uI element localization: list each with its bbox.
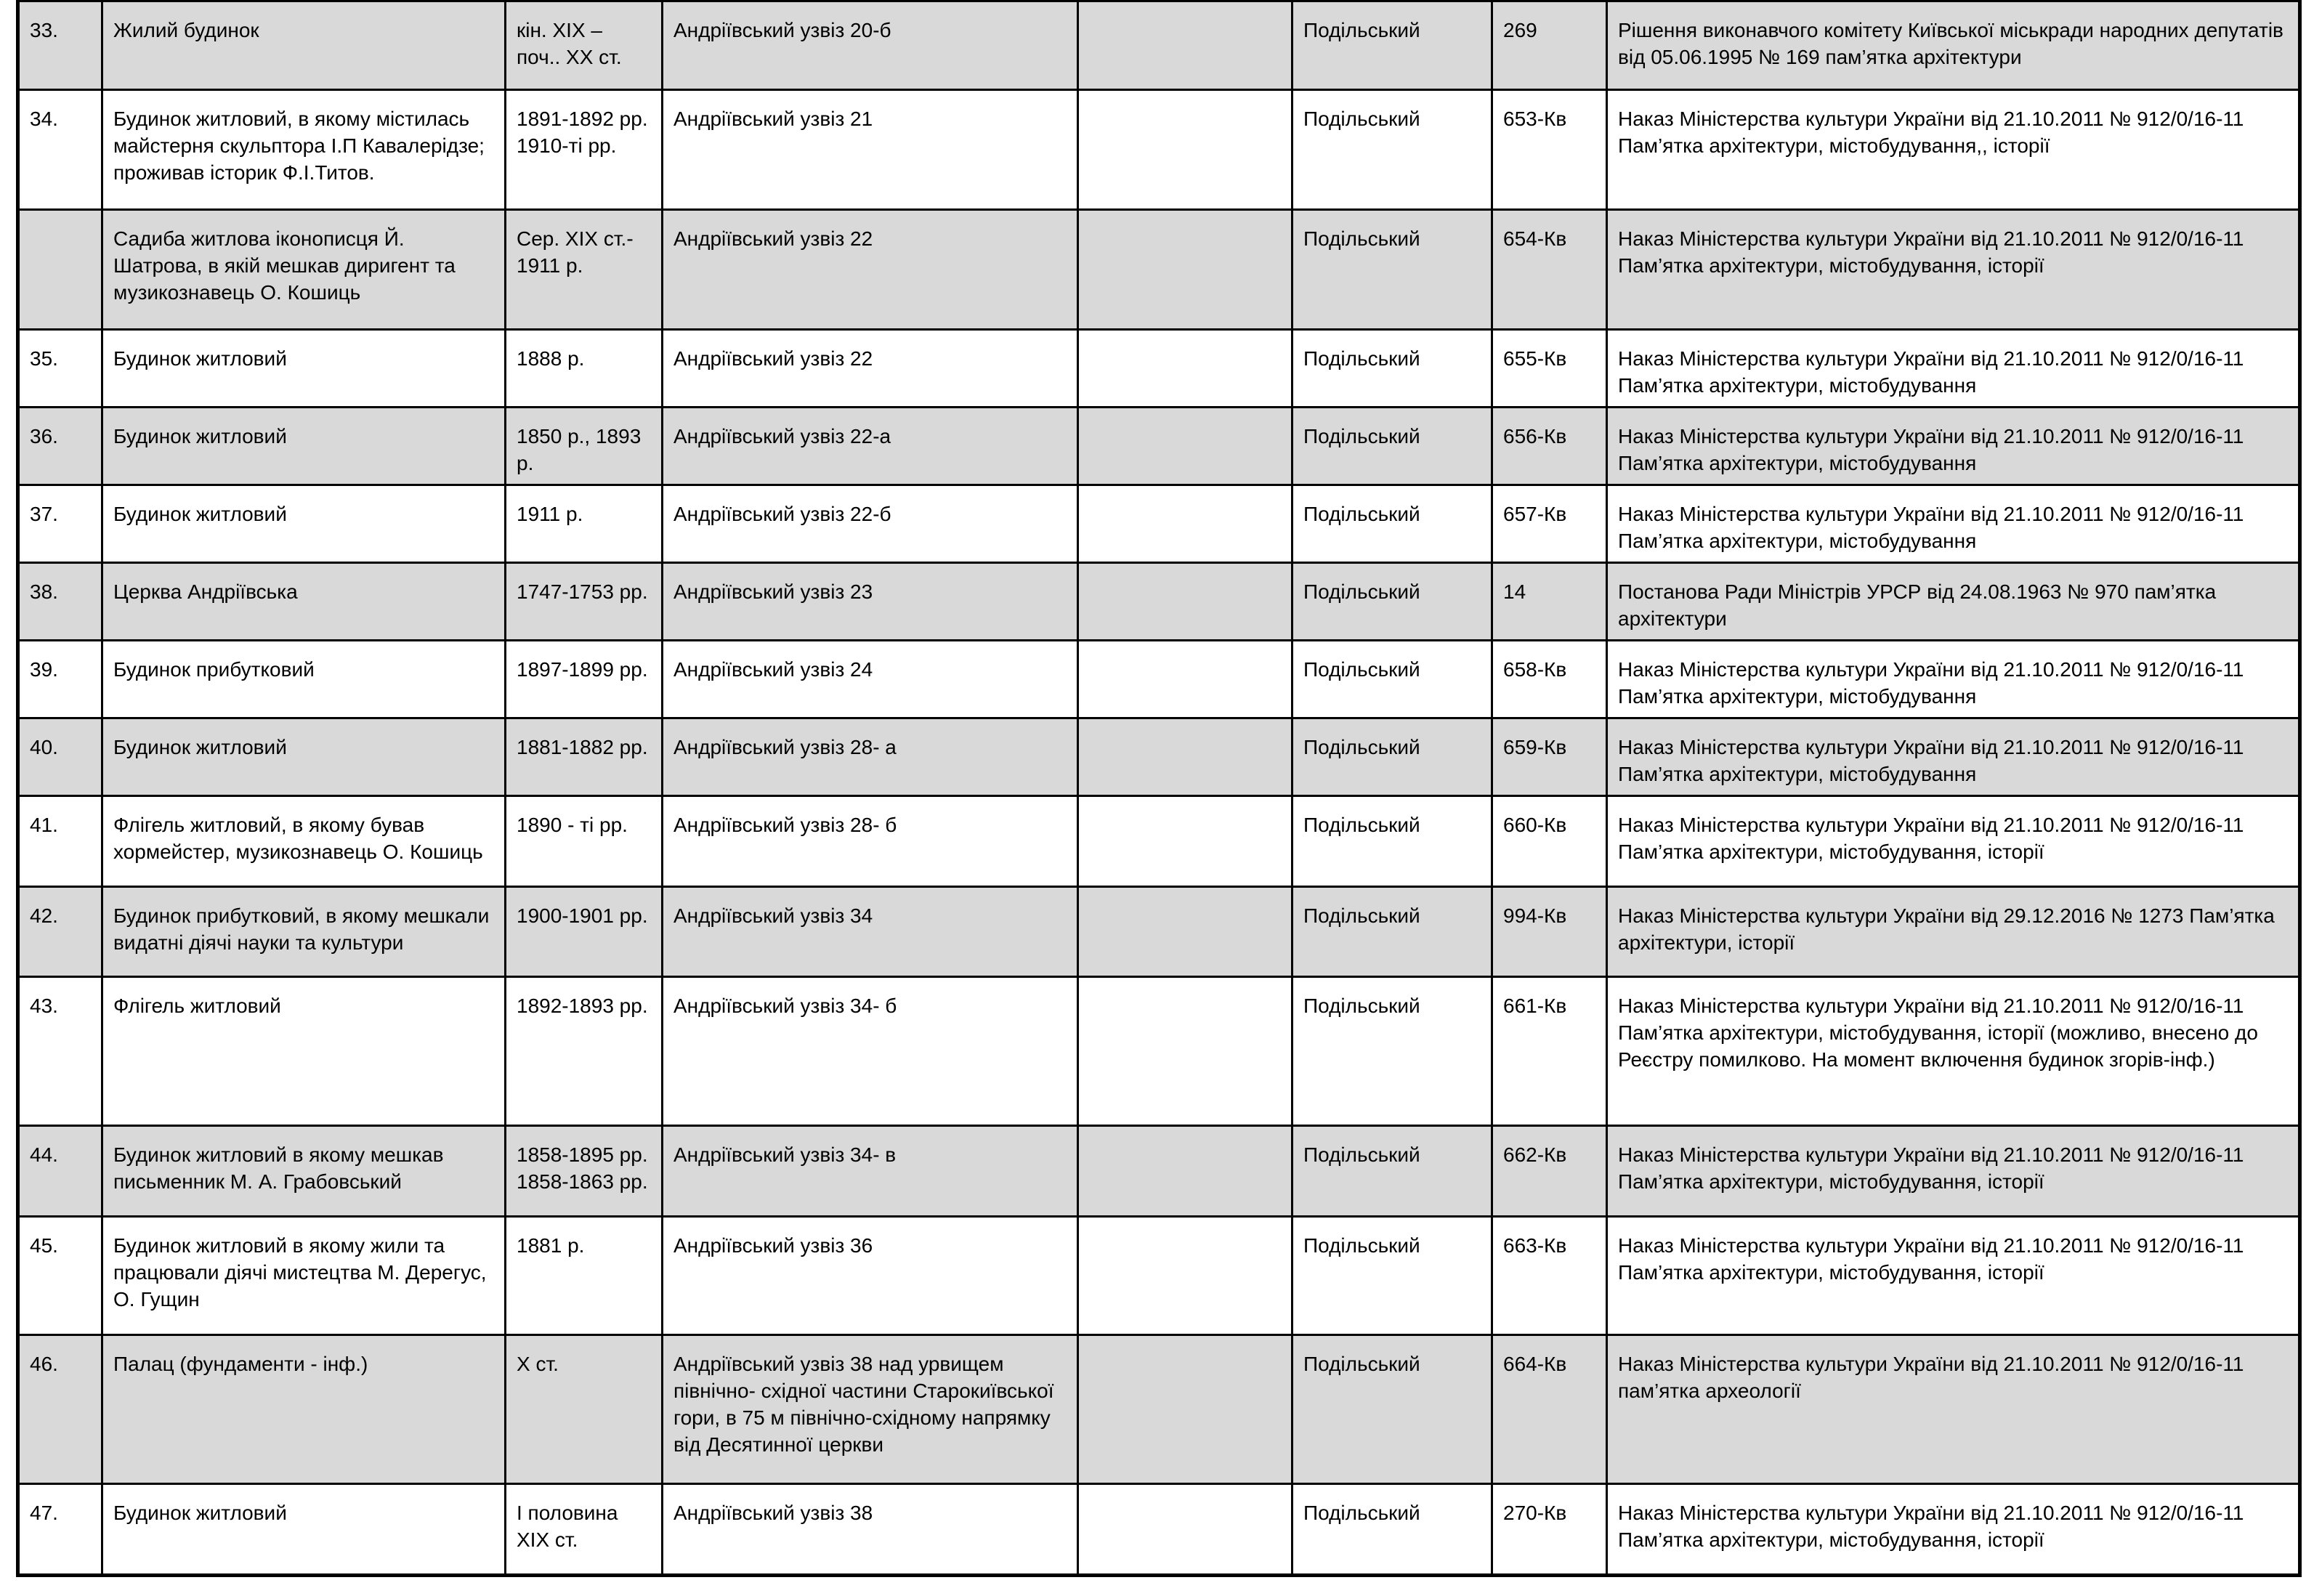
- protection-number: 662-Кв: [1492, 1126, 1607, 1217]
- object-date: 1900-1901 рр.: [506, 887, 663, 977]
- object-date: 1858-1895 рр. 1858-1863 рр.: [506, 1126, 663, 1217]
- object-address: Андріївський узвіз 38 над урвищем північно- східної частини Старокиївської гори, в 75 м північно-східному напрямку від Десятинної церкви: [663, 1335, 1078, 1484]
- object-name: Палац (фундаменти - інф.): [102, 1335, 506, 1484]
- district-name: Подільський: [1292, 210, 1492, 330]
- protection-number: 656-Кв: [1492, 408, 1607, 485]
- district-name: Подільський: [1292, 641, 1492, 718]
- object-name: Будинок прибутковий: [102, 641, 506, 718]
- legal-document: Наказ Міністерства культури України від 21.10.2011 № 912/0/16-11 Пам’ятка архітектури, містобудування, історії: [1607, 1126, 2300, 1217]
- row-number: 35.: [18, 330, 102, 408]
- protection-number: 659-Кв: [1492, 718, 1607, 796]
- protection-number: 661-Кв: [1492, 977, 1607, 1126]
- empty-column-cell: [1078, 90, 1292, 210]
- district-name: Подільський: [1292, 563, 1492, 641]
- row-number: 47.: [18, 1484, 102, 1576]
- object-address: Андріївський узвіз 24: [663, 641, 1078, 718]
- object-date: 1888 р.: [506, 330, 663, 408]
- row-number: 44.: [18, 1126, 102, 1217]
- row-number: 43.: [18, 977, 102, 1126]
- table-row: [18, 1, 2300, 90]
- legal-document: Наказ Міністерства культури України від 21.10.2011 № 912/0/16-11 Пам’ятка архітектури, містобудування: [1607, 718, 2300, 796]
- object-address: Андріївський узвіз 21: [663, 90, 1078, 210]
- object-date: Х ст.: [506, 1335, 663, 1484]
- legal-document: Наказ Міністерства культури України від 21.10.2011 № 912/0/16-11 Пам’ятка архітектури, містобудування, історії: [1607, 210, 2300, 330]
- legal-document: Наказ Міністерства культури України від 21.10.2011 № 912/0/16-11 Пам’ятка архітектури, містобудування: [1607, 641, 2300, 718]
- object-date: 1881-1882 рр.: [506, 718, 663, 796]
- protection-number: 664-Кв: [1492, 1335, 1607, 1484]
- legal-document: Наказ Міністерства культури України від 21.10.2011 № 912/0/16-11 Пам’ятка архітектури, містобудування,, історії: [1607, 90, 2300, 210]
- empty-column-cell: [1078, 1, 1292, 90]
- object-name: Флігель житловий: [102, 977, 506, 1126]
- legal-document: Наказ Міністерства культури України від 21.10.2011 № 912/0/16-11 Пам’ятка архітектури, містобудування: [1607, 330, 2300, 408]
- row-number: 40.: [18, 718, 102, 796]
- district-name: Подільський: [1292, 977, 1492, 1126]
- district-name: Подільський: [1292, 90, 1492, 210]
- object-name: Будинок житловий: [102, 330, 506, 408]
- object-date: 1897-1899 рр.: [506, 641, 663, 718]
- district-name: Подільський: [1292, 1335, 1492, 1484]
- object-date: І половина ХІХ ст.: [506, 1484, 663, 1576]
- protection-number: 994-Кв: [1492, 887, 1607, 977]
- legal-document: Наказ Міністерства культури України від 21.10.2011 № 912/0/16-11 Пам’ятка архітектури, містобудування, історії: [1607, 1484, 2300, 1576]
- object-address: Андріївський узвіз 38: [663, 1484, 1078, 1576]
- object-name: Будинок житловий в якому мешкав письменник М. А. Грабовський: [102, 1126, 506, 1217]
- object-address: Андріївський узвіз 23: [663, 563, 1078, 641]
- empty-column-cell: [1078, 887, 1292, 977]
- legal-document: Наказ Міністерства культури України від 21.10.2011 № 912/0/16-11 Пам’ятка архітектури, містобудування: [1607, 408, 2300, 485]
- table-row: [18, 563, 2300, 641]
- empty-column-cell: [1078, 563, 1292, 641]
- empty-column-cell: [1078, 330, 1292, 408]
- object-date: 1850 р., 1893 р.: [506, 408, 663, 485]
- table-row: [18, 1217, 2300, 1335]
- object-name: Будинок прибутковий, в якому мешкали видатні діячі науки та культури: [102, 887, 506, 977]
- table-row: [18, 1126, 2300, 1217]
- row-number: [18, 210, 102, 330]
- object-address: Андріївський узвіз 34: [663, 887, 1078, 977]
- object-name: Будинок житловий: [102, 485, 506, 563]
- object-date: 1911 р.: [506, 485, 663, 563]
- object-name: Будинок житловий, в якому містилась майстерня скульптора І.П Кавалерідзе; проживав історик Ф.І.Титов.: [102, 90, 506, 210]
- row-number: 39.: [18, 641, 102, 718]
- empty-column-cell: [1078, 718, 1292, 796]
- table-row: [18, 90, 2300, 210]
- object-address: Андріївський узвіз 22-а: [663, 408, 1078, 485]
- protection-number: 663-Кв: [1492, 1217, 1607, 1335]
- object-address: Андріївський узвіз 34- в: [663, 1126, 1078, 1217]
- object-date: 1891-1892 рр. 1910-ті рр.: [506, 90, 663, 210]
- object-date: 1890 - ті рр.: [506, 796, 663, 887]
- object-name: Будинок житловий: [102, 718, 506, 796]
- district-name: Подільський: [1292, 1, 1492, 90]
- empty-column-cell: [1078, 1217, 1292, 1335]
- empty-column-cell: [1078, 977, 1292, 1126]
- protection-number: 14: [1492, 563, 1607, 641]
- legal-document: Наказ Міністерства культури України від 21.10.2011 № 912/0/16-11 Пам’ятка архітектури, містобудування: [1607, 485, 2300, 563]
- object-address: Андріївський узвіз 22: [663, 330, 1078, 408]
- row-number: 45.: [18, 1217, 102, 1335]
- object-name: Садиба житлова іконописця Й. Шатрова, в якій мешкав диригент та музикознавець О. Кошиць: [102, 210, 506, 330]
- table-row: [18, 1484, 2300, 1576]
- object-address: Андріївський узвіз 28- а: [663, 718, 1078, 796]
- object-date: 1881 р.: [506, 1217, 663, 1335]
- row-number: 33.: [18, 1, 102, 90]
- row-number: 42.: [18, 887, 102, 977]
- empty-column-cell: [1078, 485, 1292, 563]
- table-row: [18, 887, 2300, 977]
- empty-column-cell: [1078, 210, 1292, 330]
- row-number: 37.: [18, 485, 102, 563]
- object-name: Будинок житловий: [102, 408, 506, 485]
- empty-column-cell: [1078, 641, 1292, 718]
- protection-number: 658-Кв: [1492, 641, 1607, 718]
- legal-document: Наказ Міністерства культури України від 29.12.2016 № 1273 Пам’ятка архітектури, історії: [1607, 887, 2300, 977]
- district-name: Подільський: [1292, 1126, 1492, 1217]
- row-number: 46.: [18, 1335, 102, 1484]
- object-name: Жилий будинок: [102, 1, 506, 90]
- object-name: Будинок житловий: [102, 1484, 506, 1576]
- legal-document: Наказ Міністерства культури України від 21.10.2011 № 912/0/16-11 Пам’ятка архітектури, містобудування, історії: [1607, 796, 2300, 887]
- object-address: Андріївський узвіз 22-б: [663, 485, 1078, 563]
- object-address: Андріївський узвіз 28- б: [663, 796, 1078, 887]
- district-name: Подільський: [1292, 1217, 1492, 1335]
- protection-number: 654-Кв: [1492, 210, 1607, 330]
- empty-column-cell: [1078, 1335, 1292, 1484]
- table-body: [18, 1, 2300, 1576]
- protection-number: 657-Кв: [1492, 485, 1607, 563]
- table-row: [18, 718, 2300, 796]
- protection-number: 660-Кв: [1492, 796, 1607, 887]
- row-number: 41.: [18, 796, 102, 887]
- object-name: Будинок житловий в якому жили та працювали діячі мистецтва М. Дерегус, О. Гущин: [102, 1217, 506, 1335]
- object-address: Андріївський узвіз 36: [663, 1217, 1078, 1335]
- object-name: Церква Андріївська: [102, 563, 506, 641]
- table-row: [18, 796, 2300, 887]
- empty-column-cell: [1078, 1126, 1292, 1217]
- object-address: Андріївський узвіз 20-б: [663, 1, 1078, 90]
- protection-number: 269: [1492, 1, 1607, 90]
- district-name: Подільський: [1292, 796, 1492, 887]
- district-name: Подільський: [1292, 485, 1492, 563]
- table-row: [18, 485, 2300, 563]
- district-name: Подільський: [1292, 887, 1492, 977]
- legal-document: Наказ Міністерства культури України від 21.10.2011 № 912/0/16-11 Пам’ятка архітектури, містобудування, історії: [1607, 1217, 2300, 1335]
- table-row: [18, 408, 2300, 485]
- protection-number: 270-Кв: [1492, 1484, 1607, 1576]
- table-row: [18, 1335, 2300, 1484]
- object-date: кін. ХІХ – поч.. ХХ ст.: [506, 1, 663, 90]
- protection-number: 653-Кв: [1492, 90, 1607, 210]
- table-row: [18, 210, 2300, 330]
- protection-number: 655-Кв: [1492, 330, 1607, 408]
- object-address: Андріївський узвіз 22: [663, 210, 1078, 330]
- district-name: Подільський: [1292, 330, 1492, 408]
- row-number: 38.: [18, 563, 102, 641]
- object-date: Сер. ХІХ ст.- 1911 р.: [506, 210, 663, 330]
- empty-column-cell: [1078, 408, 1292, 485]
- legal-document: Рішення виконавчого комітету Київської міськради народних депутатів від 05.06.1995 № 169 пам’ятка архітектури: [1607, 1, 2300, 90]
- legal-document: Наказ Міністерства культури України від 21.10.2011 № 912/0/16-11 пам’ятка археології: [1607, 1335, 2300, 1484]
- object-date: 1747-1753 рр.: [506, 563, 663, 641]
- district-name: Подільський: [1292, 408, 1492, 485]
- district-name: Подільський: [1292, 718, 1492, 796]
- object-name: Флігель житловий, в якому бував хормейстер, музикознавець О. Кошиць: [102, 796, 506, 887]
- table-row: [18, 330, 2300, 408]
- monuments-registry-table: [16, 0, 2302, 1577]
- row-number: 36.: [18, 408, 102, 485]
- legal-document: Наказ Міністерства культури України від 21.10.2011 № 912/0/16-11 Пам’ятка архітектури, містобудування, історії (можливо, внесено до Реєстру помилково. На момент включення будинок згорів-інф.): [1607, 977, 2300, 1126]
- object-address: Андріївський узвіз 34- б: [663, 977, 1078, 1126]
- district-name: Подільський: [1292, 1484, 1492, 1576]
- table-row: [18, 641, 2300, 718]
- legal-document: Постанова Ради Міністрів УРСР від 24.08.1963 № 970 пам’ятка архітектури: [1607, 563, 2300, 641]
- empty-column-cell: [1078, 796, 1292, 887]
- row-number: 34.: [18, 90, 102, 210]
- empty-column-cell: [1078, 1484, 1292, 1576]
- object-date: 1892-1893 рр.: [506, 977, 663, 1126]
- table-row: [18, 977, 2300, 1126]
